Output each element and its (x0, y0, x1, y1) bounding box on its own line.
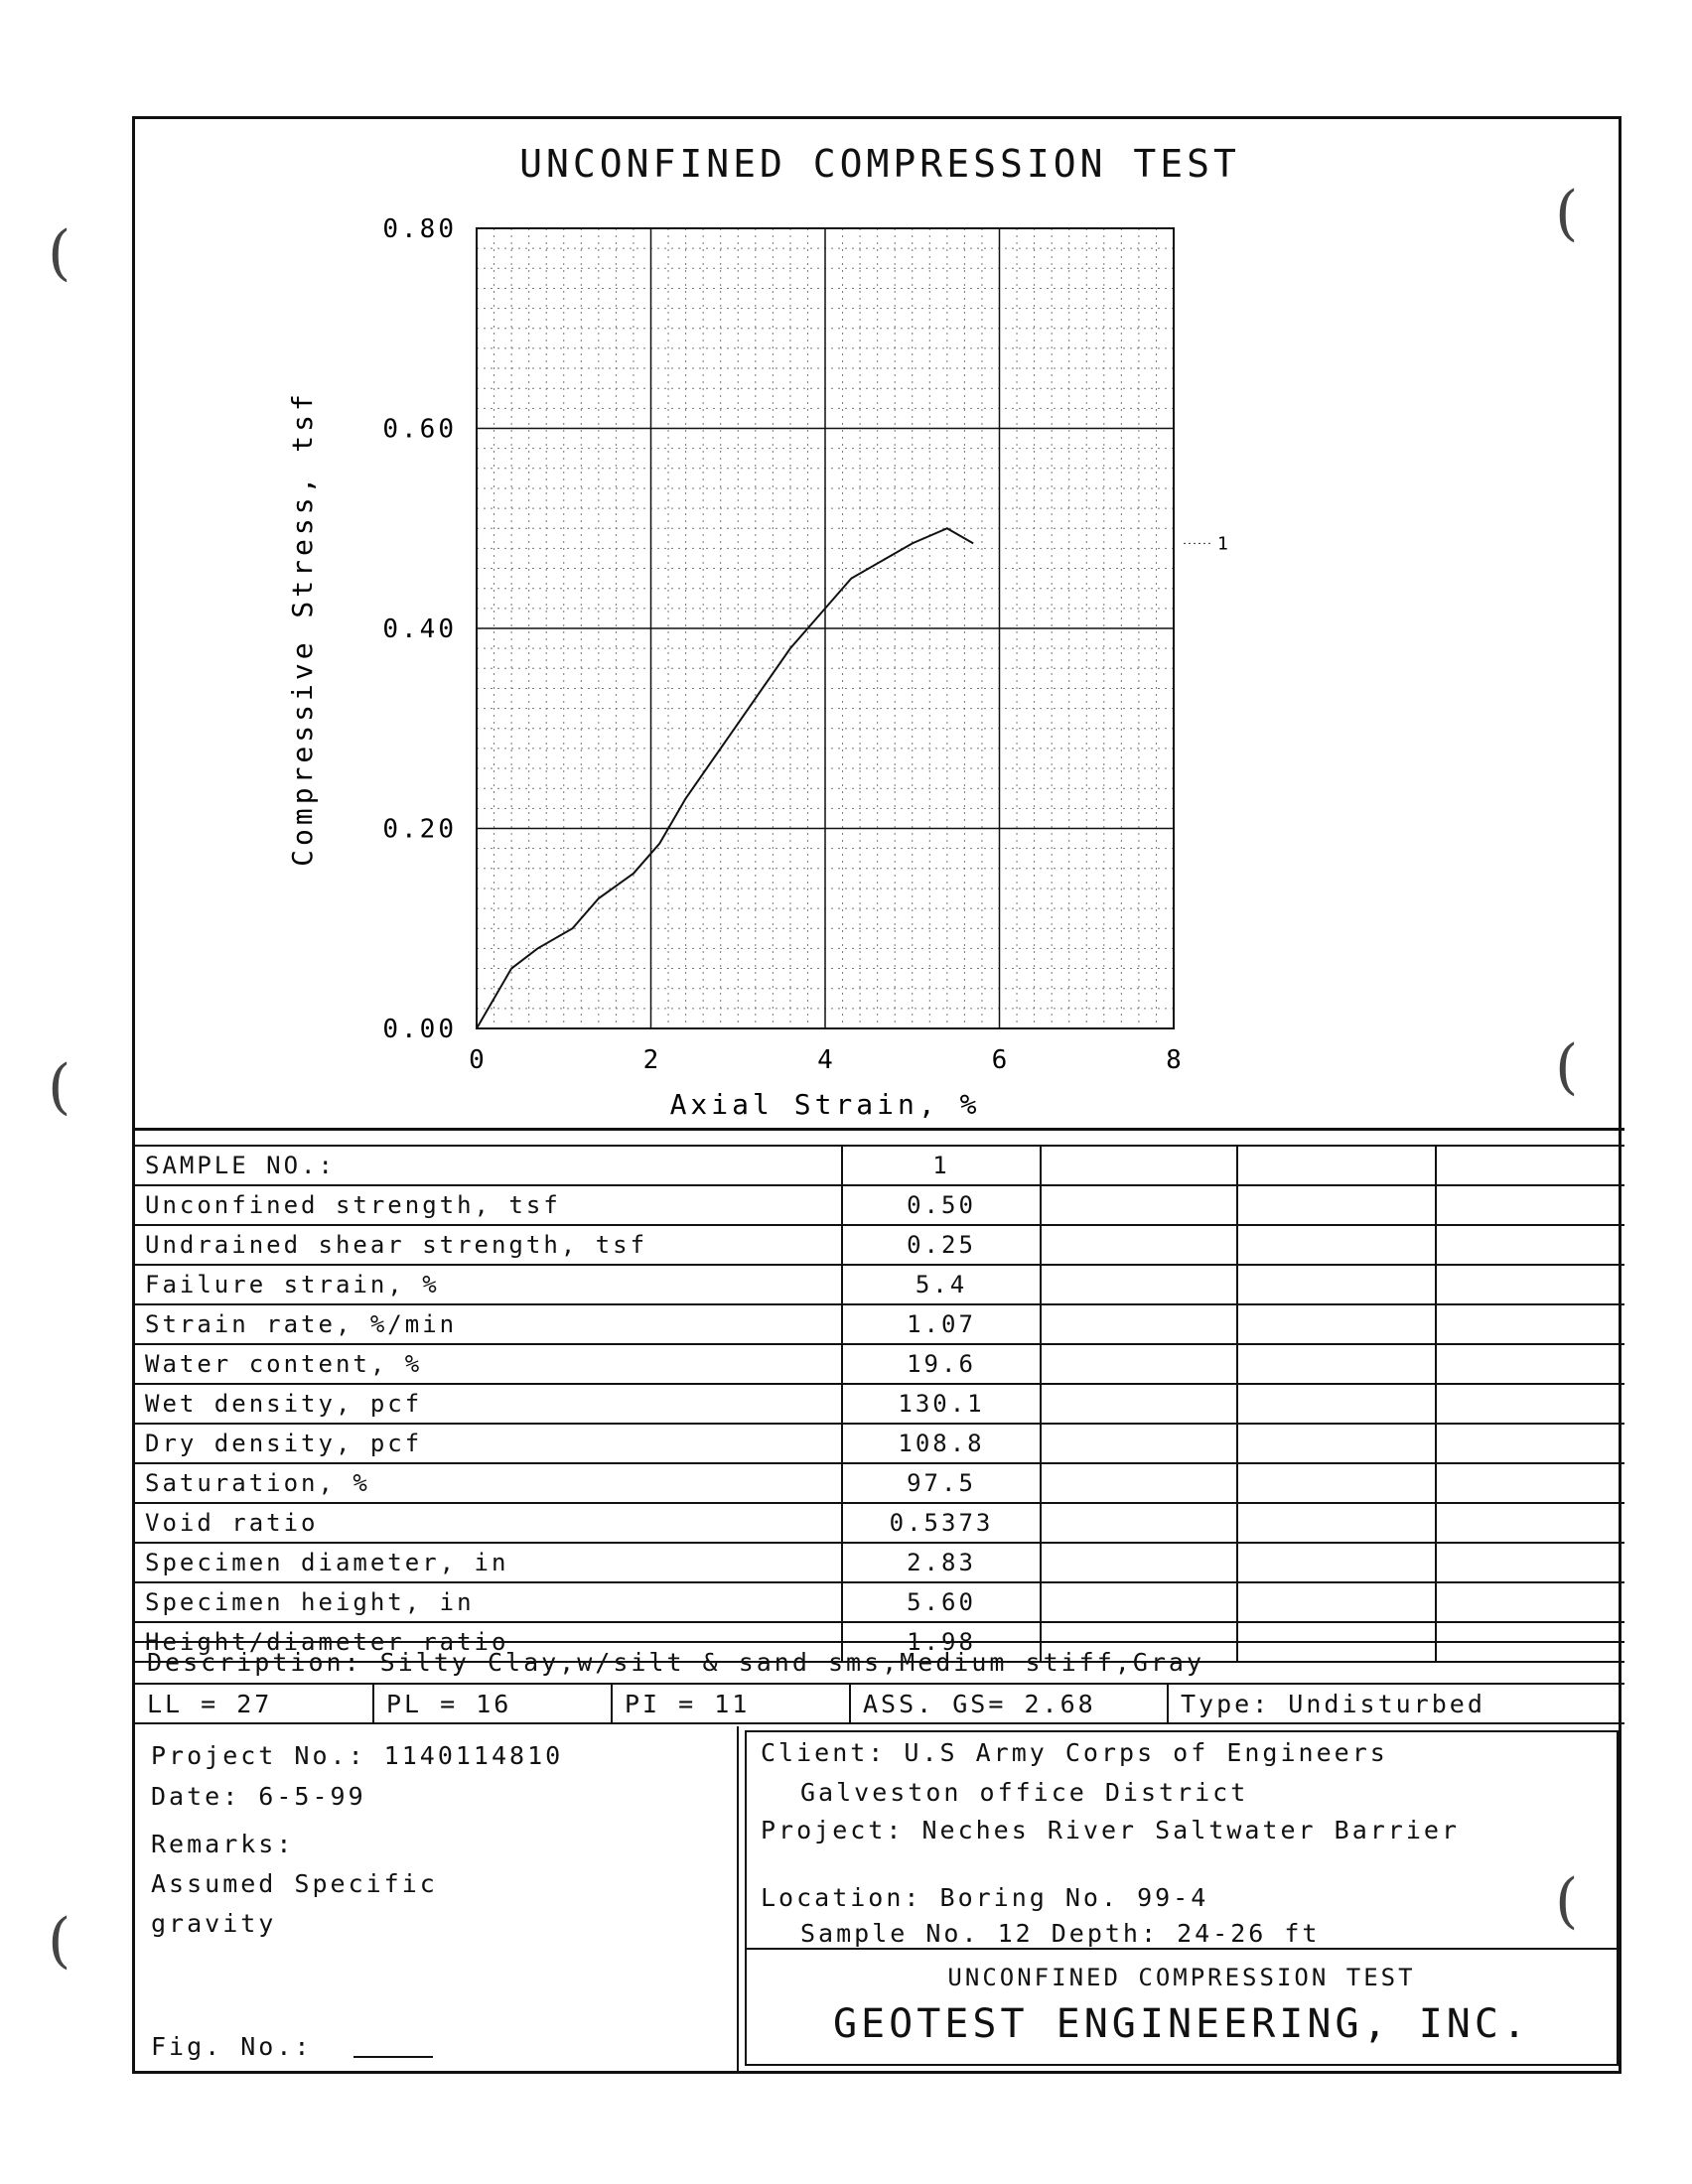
property-row-label: Undrained shear strength, tsf (135, 1225, 842, 1265)
property-row-value-1: 97.5 (842, 1463, 1041, 1503)
stress-strain-chart (135, 119, 1624, 1128)
figure-number-label: Fig. No.: (151, 2032, 313, 2061)
x-tick-label: 6 (991, 1045, 1008, 1075)
property-row-value-4 (1436, 1582, 1624, 1622)
property-row-value-2 (1041, 1582, 1237, 1622)
property-row-value-4 (1436, 1225, 1624, 1265)
remarks-line-2: gravity (151, 1909, 277, 1938)
property-row (135, 1582, 1624, 1622)
liquid-limit: LL = 27 (135, 1685, 373, 1723)
project-number: Project No.: 1140114810 (151, 1741, 564, 1770)
sample-no-row-value-3 (1237, 1146, 1436, 1185)
series-end-label: 1 (1217, 533, 1228, 555)
property-row (135, 1384, 1624, 1424)
property-row (135, 1304, 1624, 1344)
client-name: Client: U.S Army Corps of Engineers (761, 1738, 1388, 1767)
series-line (477, 528, 973, 1028)
binder-hole-mark: ( (1555, 179, 1579, 248)
property-row-value-2 (1041, 1384, 1237, 1424)
property-row-value-4 (1436, 1463, 1624, 1503)
binder-hole-mark: ( (48, 1906, 71, 1976)
sample-no-row-value-1: 1 (842, 1146, 1041, 1185)
property-row-label: Dry density, pcf (135, 1424, 842, 1463)
boring-location: Location: Boring No. 99-4 (761, 1883, 1209, 1912)
property-row-label: Water content, % (135, 1344, 842, 1384)
client-info-block (745, 1730, 1619, 2066)
sample-no-row-label: SAMPLE NO.: (135, 1146, 842, 1185)
property-row-value-1: 108.8 (842, 1424, 1041, 1463)
property-row-value-1: 19.6 (842, 1344, 1041, 1384)
property-row (135, 1185, 1624, 1225)
property-row-value-2 (1041, 1344, 1237, 1384)
binder-hole-mark: ( (1555, 1866, 1579, 1936)
test-date: Date: 6-5-99 (151, 1782, 366, 1811)
property-row-value-1: 5.60 (842, 1582, 1041, 1622)
property-row-label: Failure strain, % (135, 1265, 842, 1304)
property-row-value-1: 0.5373 (842, 1503, 1041, 1543)
remarks-label: Remarks: (151, 1830, 295, 1858)
chart-title: UNCONFINED COMPRESSION TEST (519, 142, 1240, 186)
property-row-label: Height/diameter ratio (135, 1622, 842, 1662)
y-tick-label: 0.80 (382, 214, 457, 244)
y-tick-label: 0.00 (382, 1015, 457, 1044)
remarks-line-1: Assumed Specific (151, 1869, 438, 1898)
property-row-value-4 (1436, 1265, 1624, 1304)
property-row-value-2 (1041, 1265, 1237, 1304)
property-row-label: Specimen diameter, in (135, 1543, 842, 1582)
binder-hole-mark: ( (48, 218, 71, 288)
y-tick-label: 0.60 (382, 414, 457, 445)
sample-no-row (135, 1146, 1624, 1185)
property-row-value-3 (1237, 1543, 1436, 1582)
property-row (135, 1463, 1624, 1503)
sample-no-row-value-2 (1041, 1146, 1237, 1185)
property-row-value-3 (1237, 1344, 1436, 1384)
property-row-value-2 (1041, 1185, 1237, 1225)
property-row-value-3 (1237, 1185, 1436, 1225)
x-tick-label: 4 (817, 1045, 833, 1075)
x-axis-label: Axial Strain, % (669, 1088, 981, 1121)
property-row-value-3 (1237, 1424, 1436, 1463)
property-row-value-2 (1041, 1225, 1237, 1265)
property-row-label: Unconfined strength, tsf (135, 1185, 842, 1225)
project-name: Project: Neches River Saltwater Barrier (761, 1816, 1460, 1844)
property-row (135, 1265, 1624, 1304)
x-tick-label: 8 (1166, 1045, 1182, 1075)
property-row-label: Void ratio (135, 1503, 842, 1543)
property-row-value-3 (1237, 1384, 1436, 1424)
property-row-value-2 (1041, 1424, 1237, 1463)
property-row (135, 1225, 1624, 1265)
property-row-value-2 (1041, 1463, 1237, 1503)
atterberg-limits-row (135, 1685, 1624, 1724)
binder-hole-mark: ( (1555, 1032, 1579, 1102)
figure-number-blank (353, 2056, 433, 2058)
property-row-value-3 (1237, 1582, 1436, 1622)
chart-divider (135, 1128, 1624, 1131)
x-tick-label: 2 (642, 1045, 659, 1075)
property-row-value-3 (1237, 1265, 1436, 1304)
property-row-value-1: 5.4 (842, 1265, 1041, 1304)
property-row (135, 1543, 1624, 1582)
property-row-value-1: 130.1 (842, 1384, 1041, 1424)
client-district: Galveston office District (800, 1778, 1249, 1807)
property-row-value-2 (1041, 1503, 1237, 1543)
property-row-value-4 (1436, 1384, 1624, 1424)
property-row-label: Strain rate, %/min (135, 1304, 842, 1344)
property-row-value-3 (1237, 1463, 1436, 1503)
sample-depth: Sample No. 12 Depth: 24-26 ft (800, 1919, 1321, 1948)
plasticity-index: PI = 11 (612, 1685, 850, 1723)
property-row-value-2 (1041, 1543, 1237, 1582)
plastic-limit: PL = 16 (373, 1685, 612, 1723)
y-tick-label: 0.40 (382, 614, 457, 644)
title-block-subtitle: UNCONFINED COMPRESSION TEST (947, 1964, 1416, 1991)
property-row-value-4 (1436, 1543, 1624, 1582)
property-row-value-3 (1237, 1503, 1436, 1543)
property-row-value-4 (1436, 1304, 1624, 1344)
properties-table (135, 1145, 1624, 1663)
company-name: GEOTEST ENGINEERING, INC. (832, 2001, 1531, 2047)
property-row-value-2 (1041, 1304, 1237, 1344)
property-row-value-3 (1237, 1304, 1436, 1344)
project-info-block (135, 1726, 739, 2071)
property-row-value-1: 1.98 (842, 1622, 1041, 1662)
property-row-value-1: 0.25 (842, 1225, 1041, 1265)
property-row-value-3 (1237, 1225, 1436, 1265)
title-block (747, 1948, 1617, 2067)
y-axis-label: Compressive Stress, tsf (286, 390, 319, 867)
x-tick-label: 0 (469, 1045, 485, 1075)
property-row (135, 1344, 1624, 1384)
property-row-value-1: 2.83 (842, 1543, 1041, 1582)
property-row-value-4 (1436, 1503, 1624, 1543)
property-row-label: Wet density, pcf (135, 1384, 842, 1424)
sample-no-row-value-4 (1436, 1146, 1624, 1185)
specific-gravity: ASS. GS= 2.68 (850, 1685, 1168, 1723)
report-sheet (132, 116, 1622, 2074)
property-row-value-4 (1436, 1424, 1624, 1463)
property-row-value-1: 1.07 (842, 1304, 1041, 1344)
property-row-value-1: 0.50 (842, 1185, 1041, 1225)
sample-type: Type: Undisturbed (1168, 1685, 1624, 1723)
property-row (135, 1424, 1624, 1463)
soil-description: Description: Silty Clay,w/silt & sand sms,Medium stiff,Gray (135, 1641, 1624, 1685)
property-row (135, 1503, 1624, 1543)
y-tick-label: 0.20 (382, 814, 457, 845)
property-row-value-4 (1436, 1344, 1624, 1384)
property-row-value-4 (1436, 1185, 1624, 1225)
binder-hole-mark: ( (48, 1052, 71, 1122)
property-row-label: Specimen height, in (135, 1582, 842, 1622)
property-row-label: Saturation, % (135, 1463, 842, 1503)
